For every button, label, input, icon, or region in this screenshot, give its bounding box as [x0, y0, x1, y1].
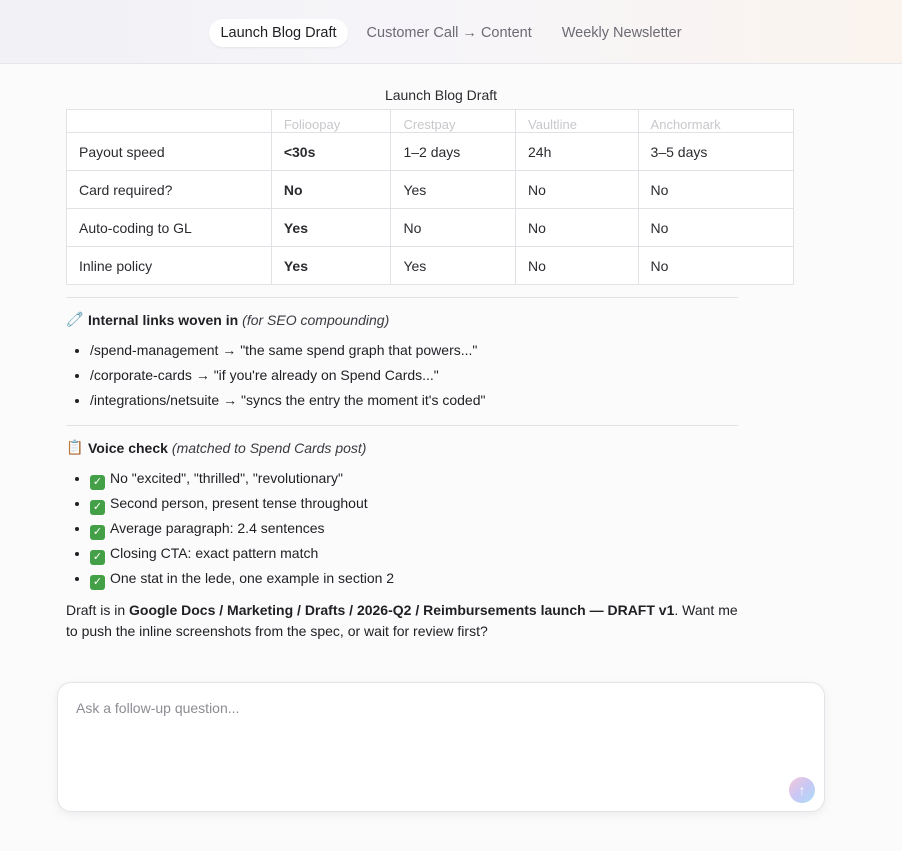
table-cell: 3–5 days: [638, 133, 793, 171]
links-list: [66, 338, 794, 413]
composer: [57, 682, 825, 812]
document-title: Launch Blog Draft: [384, 87, 498, 103]
check-mark-icon: ✓: [90, 575, 105, 590]
list-item-text: Average paragraph: 2.4 sentences: [110, 520, 325, 536]
table-cell: No: [638, 209, 793, 247]
divider: [66, 425, 738, 426]
table-cell: Yes: [271, 247, 391, 285]
table-row: [67, 133, 794, 171]
list-item-text: One stat in the lede, one example in section 2: [110, 570, 395, 586]
list-item-text: Closing CTA: exact pattern match: [110, 545, 319, 561]
table-cell: Yes: [271, 209, 391, 247]
table-cell: No: [638, 247, 793, 285]
table-cell: No: [638, 171, 793, 209]
draft-location: Google Docs / Marketing / Drafts / 2026-Q2 / Reimbursements launch — DRAFT v1: [129, 602, 675, 618]
table-cell: Card required?: [67, 171, 272, 209]
paperclip-icon: 🧷: [66, 311, 84, 327]
table-row: [67, 171, 794, 209]
table-cell: No: [271, 171, 391, 209]
table-cell: No: [516, 247, 639, 285]
closing-prefix: Draft is in: [66, 602, 130, 618]
top-bar: [0, 0, 902, 64]
table-cell: No: [516, 209, 639, 247]
check-mark-icon: ✓: [90, 550, 105, 565]
closing-paragraph: [66, 600, 746, 642]
table-cell: 1–2 days: [391, 133, 516, 171]
table-cell: No: [516, 171, 639, 209]
list-item: • /corporate-cards → "if you're already on Spend Cards...": [90, 363, 794, 388]
check-mark-icon: ✓: [90, 525, 105, 540]
tab-bar: [0, 19, 902, 47]
list-item: • /integrations/netsuite → "syncs the entry the moment it's coded": [90, 388, 794, 413]
table-cell: No: [391, 209, 516, 247]
arrow-up-icon[interactable]: ↑: [789, 777, 815, 803]
clipboard-icon: 📋: [66, 439, 84, 455]
tab-weekly-newsletter[interactable]: Weekly Newsletter: [561, 25, 682, 41]
links-section-title: Internal links woven in: [88, 311, 239, 328]
table-cell: Payout speed: [67, 133, 272, 171]
table-row: [67, 247, 794, 285]
voice-section-note: (matched to Spend Cards post): [171, 439, 367, 456]
list-item: • /spend-management → "the same spend graph that powers...": [90, 338, 794, 363]
table-header-cell: Anchormark: [638, 110, 793, 133]
check-mark-icon: ✓: [90, 500, 105, 515]
chat-content[interactable]: [66, 109, 794, 669]
comparison-table: [66, 109, 794, 285]
links-section-note: (for SEO compounding): [242, 311, 390, 328]
table-cell: Yes: [391, 247, 516, 285]
list-item-text: No "excited", "thrilled", "revolutionary": [110, 470, 343, 486]
table-header-cell: Folioopay: [271, 110, 391, 133]
check-mark-icon: ✓: [90, 475, 105, 490]
voice-check-list: [66, 466, 794, 591]
tab-launch-blog-draft[interactable]: Launch Blog Draft: [209, 19, 347, 47]
table-cell: Yes: [391, 171, 516, 209]
list-item: [90, 516, 794, 541]
table-row: [67, 209, 794, 247]
list-item: [90, 466, 794, 491]
list-item: [90, 541, 794, 566]
links-section-heading: [66, 311, 794, 328]
closing-suffix: . Want me to push the inline screenshots from the spec, or wait for review first?: [66, 602, 738, 639]
table-header-cell: [67, 110, 272, 133]
table-header-cell: Crestpay: [391, 110, 516, 133]
voice-section-heading: [66, 439, 794, 456]
list-item-text: Second person, present tense throughout: [110, 495, 368, 511]
voice-section-title: Voice check: [88, 439, 168, 456]
table-header-row: [67, 110, 794, 133]
table-cell: 24h: [516, 133, 639, 171]
table-cell: Inline policy: [67, 247, 272, 285]
follow-up-input[interactable]: [74, 699, 778, 717]
table-header-cell: Vaultline: [516, 110, 639, 133]
list-item: [90, 491, 794, 516]
divider: [66, 297, 738, 298]
table-cell: Auto-coding to GL: [67, 209, 272, 247]
table-cell: <30s: [271, 133, 391, 171]
tab-customer-call-content[interactable]: Customer Call → Content: [366, 25, 532, 41]
list-item: [90, 566, 794, 591]
